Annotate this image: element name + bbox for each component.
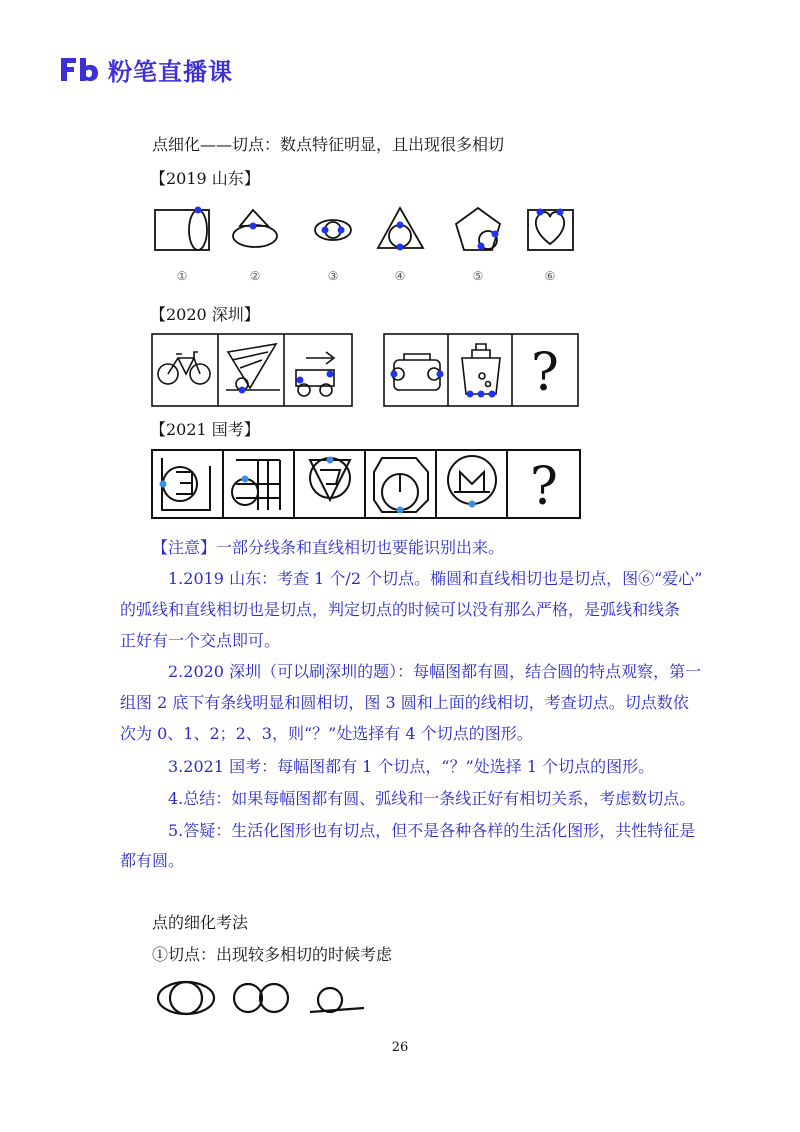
note-line: 5.答疑：生活化图形也有切点，但不是各种各样的生活化图形，共性特征是: [168, 821, 696, 840]
note-line: 2.2020 深圳（可以刷深圳的题）：每幅图都有圆，结合圆的特点观察，第一: [168, 662, 702, 681]
note-line: 组图 2 底下有条线明显和圆相切，图 3 圆和上面的线相切，考查切点。切点数依: [120, 693, 689, 712]
brand-name: 粉笔直播课: [108, 57, 233, 86]
figure3-label: 【2021 国考】: [150, 420, 260, 439]
section-title: 点细化——切点：数点特征明显，且出现很多相切: [152, 135, 505, 154]
figure1-number: ④: [394, 269, 406, 283]
figure1-number: ②: [249, 269, 261, 283]
note-line: 次为 0、1、2；2、3，则“？”处选择有 4 个切点的图形。: [120, 724, 533, 743]
figure1-number: ⑥: [544, 269, 556, 283]
brand-header: [58, 52, 233, 86]
note-line: 的弧线和直线相切也是切点，判定切点的时候可以没有那么严格，是弧线和线条: [120, 600, 681, 619]
figure1-number: ⑤: [472, 269, 484, 283]
figure1-shapes: [150, 200, 590, 290]
figure1-number: ①: [176, 269, 188, 283]
section2-item: ①切点：出现较多相切的时候考虑: [152, 945, 393, 964]
figure1-number: ③: [327, 269, 339, 283]
figure2-label: 【2020 深圳】: [150, 305, 260, 324]
figure2-shapes: [150, 332, 580, 412]
figure2-question-mark: ?: [531, 343, 559, 403]
note-line: 4.总结：如果每幅图都有圆、弧线和一条线正好有相切关系，考虑数切点。: [168, 789, 696, 808]
note-heading: 【注意】一部分线条和直线相切也要能识别出来。: [152, 538, 505, 557]
note-line: 1.2019 山东：考查 1 个/2 个切点。椭圆和直线相切也是切点，图⑥“爱心”: [168, 569, 703, 588]
section2-title: 点的细化考法: [152, 913, 249, 932]
page-number: 26: [391, 1040, 409, 1055]
figure1-label: 【2019 山东】: [150, 169, 260, 188]
note-line: 都有圆。: [120, 851, 185, 870]
figure3-question-mark: ?: [530, 457, 558, 517]
fb-logo-icon: [58, 54, 102, 84]
figure3-shapes: [150, 448, 582, 522]
note-line: 3.2021 国考：每幅图都有 1 个切点，“？”处选择 1 个切点的图形。: [168, 757, 655, 776]
tangent-examples: [150, 976, 380, 1022]
note-line: 正好有一个交点即可。: [120, 631, 281, 650]
